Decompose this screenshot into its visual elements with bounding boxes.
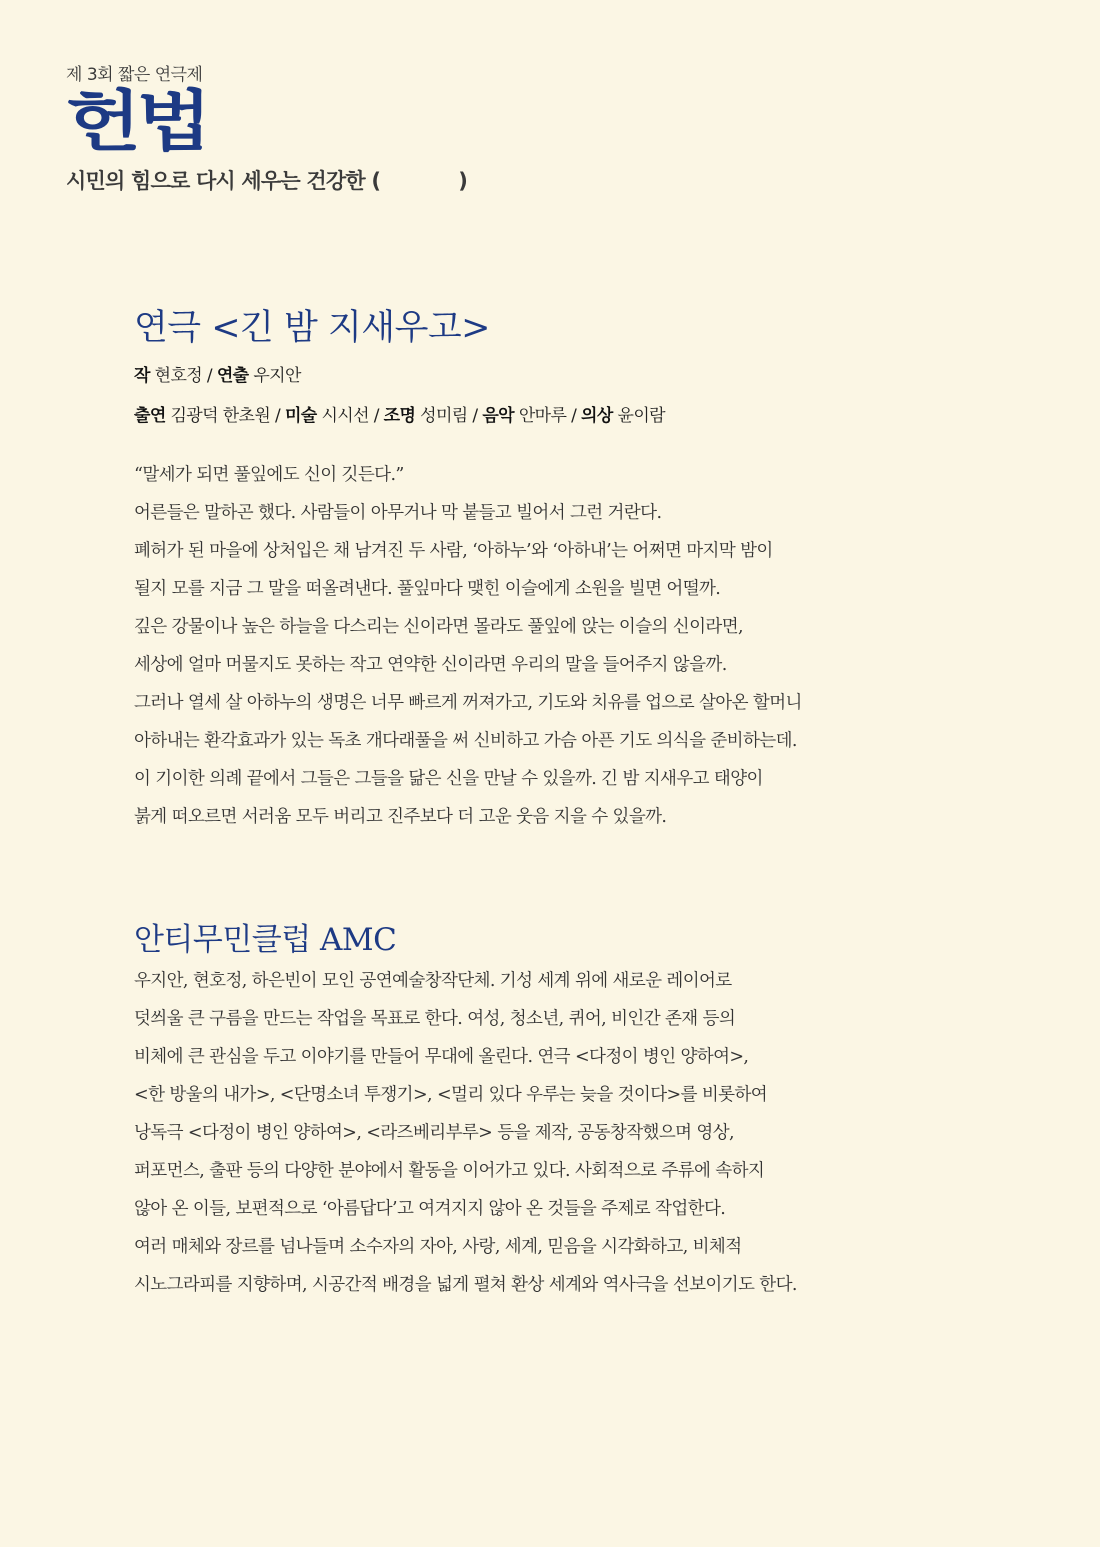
credit-role: 연출 xyxy=(216,366,249,386)
synopsis-line: 폐허가 된 마을에 상처입은 채 남겨진 두 사람, ‘아하누’와 ‘아하내’는 어쩌면 마지막 밤이 xyxy=(134,541,773,561)
description-line: 퍼포먼스, 출판 등의 다양한 분야에서 활동을 이어가고 있다. 사회적으로 주류에 속하지 xyxy=(134,1161,765,1181)
credit-role: 작 xyxy=(134,366,150,386)
description-line: 않아 온 이들, 보편적으로 ‘아름답다’고 여겨지지 않아 온 것들을 주제로 작업한다. xyxy=(134,1199,726,1219)
festival-tagline: 시민의 힘으로 다시 세우는 건강한 ( ) xyxy=(66,169,468,193)
credit-role: 의상 xyxy=(581,406,613,426)
credit-role: 조명 xyxy=(383,406,416,426)
synopsis-line: 어른들은 말하곤 했다. 사람들이 아무거나 막 붙들고 빌어서 그런 거란다. xyxy=(134,503,662,523)
synopsis-line: 세상에 얼마 머물지도 못하는 작고 연약한 신이라면 우리의 말을 들어주지 않을까. xyxy=(134,655,727,675)
credits-line-1: 작 현호정 / 연출 우지안 xyxy=(134,366,301,386)
credit-name: 시시선 xyxy=(321,406,369,426)
description-line: 시노그라피를 지향하며, 시공간적 배경을 넓게 펼쳐 환상 세계와 역사극을 선보이기도 한다. xyxy=(134,1275,797,1295)
festival-header xyxy=(66,60,467,195)
description-line: 비체에 큰 관심을 두고 이야기를 만들어 무대에 올린다. 연극 <다정이 병인 양하여>, xyxy=(134,1047,749,1067)
festival-edition: 제 3회 짧은 연극제 xyxy=(66,65,203,85)
description-line: 우지안, 현호정, 하은빈이 모인 공연예술창작단체. 기성 세계 위에 새로운 레이어로 xyxy=(134,971,732,991)
description-line: 덧씌울 큰 구름을 만드는 작업을 목표로 한다. 여성, 청소년, 퀴어, 비인간 존재 등의 xyxy=(134,1009,736,1029)
synopsis-line: “말세가 되면 풀잎에도 신이 깃든다.” xyxy=(134,465,404,485)
credit-name: 현호정 xyxy=(154,366,203,386)
group-title: 안티무민클럽 AMC xyxy=(134,922,397,958)
description-line: 여러 매체와 장르를 넘나들며 소수자의 자아, 사랑, 세계, 믿음을 시각화하고, 비체적 xyxy=(134,1237,742,1257)
credits-line-2: 출연 김광덕 한초원 / 미술 시시선 / 조명 성미림 / 음악 안마루 / 의상 윤이람 xyxy=(134,406,665,426)
synopsis-line: 아하내는 환각효과가 있는 독초 개다래풀을 써 신비하고 가슴 아픈 기도 의식을 준비하는데. xyxy=(134,731,797,751)
description-line: <한 방울의 내가>, <단명소녀 투쟁기>, <멀리 있다 우루는 늦을 것이다>를 비롯하여 xyxy=(134,1085,768,1105)
synopsis-line: 그러나 열세 살 아하누의 생명은 너무 빠르게 꺼져가고, 기도와 치유를 업으로 살아온 할머니 xyxy=(134,693,802,713)
group-description xyxy=(134,962,1034,1304)
credit-name: 윤이람 xyxy=(617,406,665,426)
festival-logo: 헌법 xyxy=(66,83,208,160)
credit-name: 안마루 xyxy=(518,406,567,426)
play-section xyxy=(134,300,1014,836)
credit-name: 성미림 xyxy=(420,406,468,426)
credit-role: 음악 xyxy=(482,406,514,426)
group-section xyxy=(134,918,1034,1304)
credit-name: 우지안 xyxy=(253,366,301,386)
synopsis-line: 될지 모를 지금 그 말을 떠올려낸다. 풀잎마다 맺힌 이슬에게 소원을 빌면 어떨까. xyxy=(134,579,721,599)
credit-name: 김광덕 한초원 xyxy=(170,406,271,426)
play-synopsis xyxy=(134,456,1014,836)
synopsis-line: 깊은 강물이나 높은 하늘을 다스리는 신이라면 몰라도 풀잎에 앉는 이슬의 신이라면, xyxy=(134,617,743,637)
synopsis-line: 붉게 떠오르면 서러움 모두 버리고 진주보다 더 고운 웃음 지을 수 있을까. xyxy=(134,807,667,827)
description-line: 낭독극 <다정이 병인 양하여>, <라즈베리부루> 등을 제작, 공동창작했으며 영상, xyxy=(134,1123,734,1143)
credit-role: 출연 xyxy=(134,406,166,426)
credit-role: 미술 xyxy=(284,406,317,426)
synopsis-line: 이 기이한 의례 끝에서 그들은 그들을 닮은 신을 만날 수 있을까. 긴 밤 지새우고 태양이 xyxy=(134,769,763,789)
play-title: 연극 <긴 밤 지새우고> xyxy=(134,308,491,348)
